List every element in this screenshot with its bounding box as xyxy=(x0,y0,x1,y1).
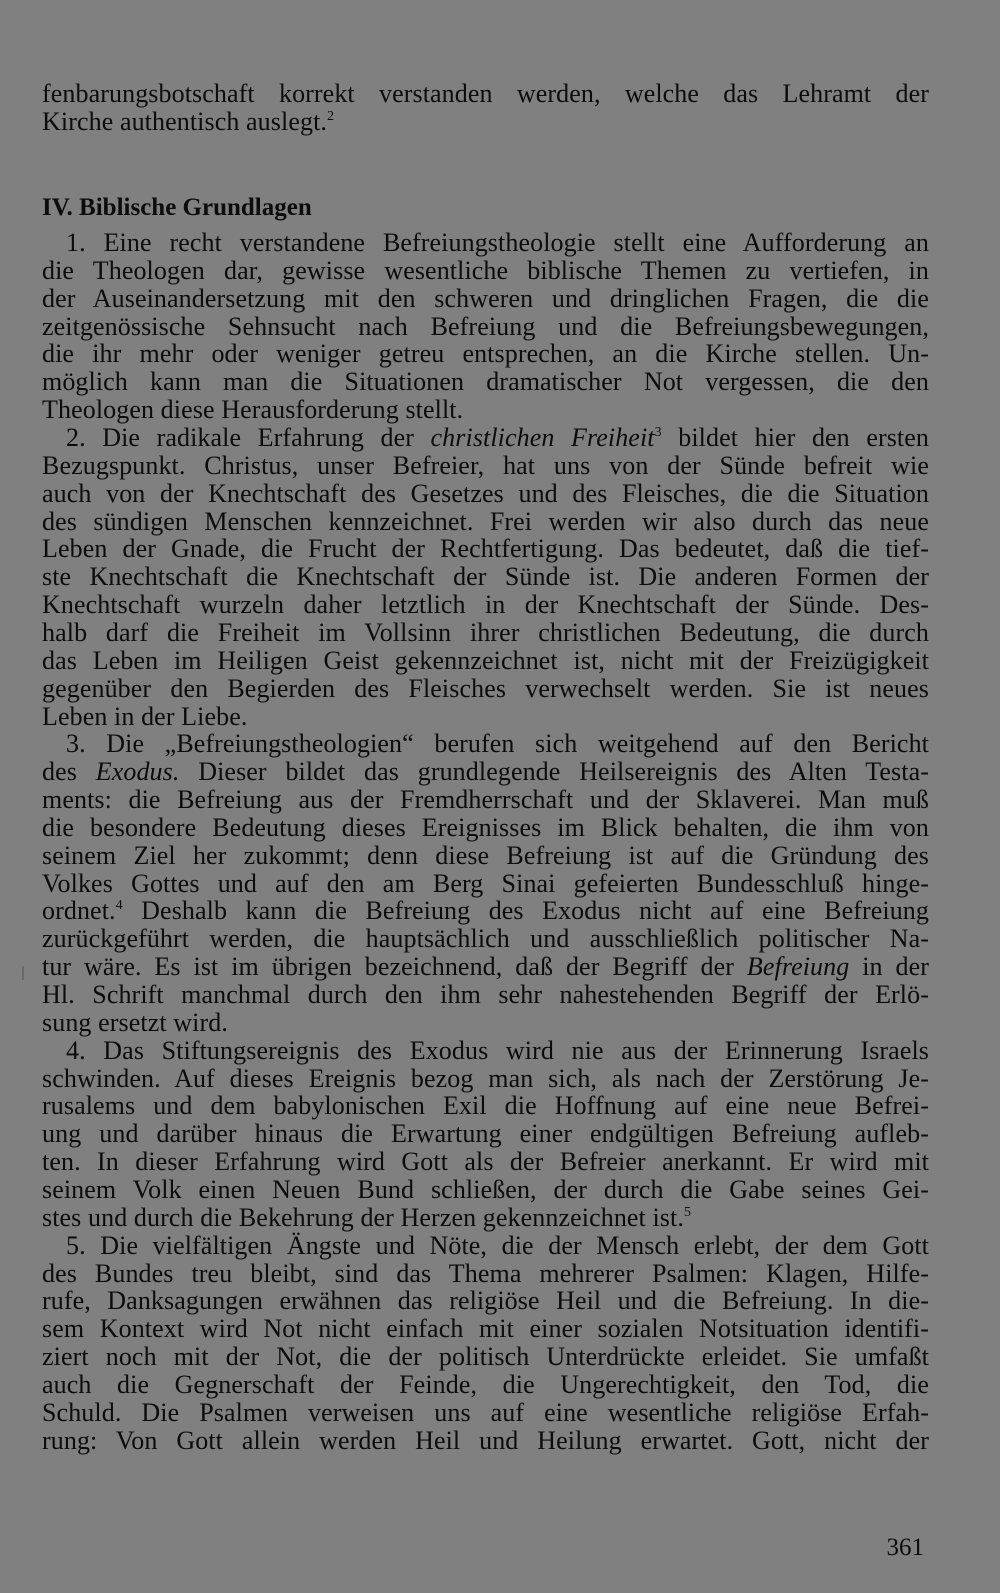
line-text: Dieser bildet das grundlegende Heilsereignis des Alten Testa- xyxy=(179,757,929,787)
line-text: 4. Das Stiftungsereignis des Exodus wird nie aus der Erinnerung Israels xyxy=(66,1035,929,1065)
text-line xyxy=(42,1037,929,1065)
line-text: des Bundes treu bleibt, sind das Thema mehrerer Psalmen: Klagen, Hilfe- xyxy=(42,1258,929,1288)
text-line xyxy=(42,508,929,536)
line-text: möglich kann man die Situationen dramatischer Not vergessen, die den xyxy=(42,367,929,397)
footnote-marker[interactable]: 4 xyxy=(115,898,123,914)
line-text: Bezugspunkt. Christus, unser Befreier, hat uns von der Sünde befreit wie xyxy=(42,450,929,480)
text-line xyxy=(42,1092,929,1120)
footnote-marker[interactable]: 5 xyxy=(683,1204,692,1220)
text-line xyxy=(42,953,929,981)
line-text: rusalems und dem babylonischen Exil die Hoffnung auf eine neue Befrei- xyxy=(42,1091,929,1121)
line-text: ste Knechtschaft die Knechtschaft der Sünde ist. Die anderen Formen der xyxy=(42,562,929,592)
text-line xyxy=(42,1120,929,1148)
line-text: seinem Ziel her zukommt; denn diese Befreiung ist auf die Gründung des xyxy=(42,840,929,870)
text-line xyxy=(42,1343,929,1371)
text-line xyxy=(42,703,929,731)
line-text: rufe, Danksagungen erwähnen das religiöse Heil und die Befreiung. In die- xyxy=(42,1286,929,1316)
text-line xyxy=(42,1204,929,1232)
text-line xyxy=(42,424,929,452)
page-number: 361 xyxy=(886,1534,924,1561)
emphasized-term: Exodus. xyxy=(95,757,180,787)
text-line xyxy=(42,563,929,591)
line-text: in der xyxy=(849,952,930,982)
text-line xyxy=(42,1287,929,1315)
line-text: fenbarungsbotschaft korrekt verstanden werden, welche das Lehramt der xyxy=(42,79,929,108)
text-line xyxy=(42,619,929,647)
scan-mark xyxy=(22,966,24,980)
text-line xyxy=(42,452,929,480)
text-line xyxy=(42,730,929,758)
line-text: 2. Die radikale Erfahrung der xyxy=(66,423,431,452)
line-text: 3. Die „Befreiungstheologien“ berufen sich weitgehend auf den Bericht xyxy=(66,729,929,759)
text-line xyxy=(42,1315,929,1343)
line-text: schwinden. Auf dieses Ereignis bezog man sich, als nach der Zerstörung Je- xyxy=(42,1063,929,1093)
line-text: die besondere Bedeutung dieses Ereignisses im Blick behalten, die ihm von xyxy=(42,812,929,842)
emphasized-term: christlichen Freiheit xyxy=(430,423,655,452)
text-line xyxy=(42,647,929,675)
text-line xyxy=(42,340,929,368)
text-line xyxy=(42,1260,929,1288)
text-line xyxy=(42,396,929,424)
line-text: Hl. Schrift manchmal durch den ihm sehr nahestehenden Begriff der Erlö- xyxy=(42,980,929,1009)
text-line xyxy=(42,480,929,508)
line-text: das Leben im Heiligen Geist gekennzeichnet ist, nicht mit der Freizügigkeit xyxy=(42,645,929,675)
footnote-marker[interactable]: 3 xyxy=(654,425,662,440)
text-line xyxy=(42,1427,929,1455)
line-text: Schuld. Die Psalmen verweisen uns auf eine wesentliche religiöse Erfah- xyxy=(42,1397,929,1427)
text-line xyxy=(42,535,929,563)
text-line xyxy=(42,786,929,814)
text-line xyxy=(42,108,929,136)
text-line xyxy=(42,368,929,396)
line-text: Leben in der Liebe. xyxy=(42,701,248,731)
text-line xyxy=(42,1399,929,1427)
text-line xyxy=(42,758,929,786)
line-text: ten. In dieser Erfahrung wird Gott als der Befreier anerkannt. Er wird mit xyxy=(42,1147,929,1177)
text-line xyxy=(42,285,929,313)
line-text: Theologen diese Herausforderung stellt. xyxy=(42,395,464,425)
line-text: bildet hier den ersten xyxy=(661,423,929,452)
text-line xyxy=(42,814,929,842)
line-text: gegenüber den Begierden des Fleisches verwechselt werden. Sie ist neues xyxy=(42,673,929,703)
line-text: halb darf die Freiheit im Vollsinn ihrer christlichen Bedeutung, die durch xyxy=(42,617,929,647)
text-line xyxy=(42,1176,929,1204)
section-heading: IV. Biblische Grundlagen xyxy=(42,194,312,221)
line-text: Knechtschaft wurzeln daher letztlich in der Knechtschaft der Sünde. Des- xyxy=(42,590,929,619)
line-text: rung: Von Gott allein werden Heil und Heilung erwartet. Gott, nicht der xyxy=(42,1425,929,1455)
line-text: 1. Eine recht verstandene Befreiungstheologie stellt eine Aufforderung an xyxy=(66,228,929,257)
line-text: Deshalb kann die Befreiung des Exodus nicht auf eine Befreiung xyxy=(122,896,929,926)
line-text: tur wäre. Es ist im übrigen bezeichnend, daß der Begriff der xyxy=(42,952,747,982)
line-text: seinem Volk einen Neuen Bund schließen, der durch die Gabe seines Gei- xyxy=(42,1174,929,1204)
text-line xyxy=(42,1065,929,1093)
text-line xyxy=(42,313,929,341)
line-text: sem Kontext wird Not nicht einfach mit einer sozialen Notsituation identifi- xyxy=(42,1314,929,1344)
text-line xyxy=(42,1148,929,1176)
line-text: zeitgenössische Sehnsucht nach Befreiung und die Befreiungsbewegungen, xyxy=(42,311,929,341)
text-line xyxy=(42,229,929,257)
text-line xyxy=(42,981,929,1009)
line-text: ments: die Befreiung aus der Fremdherrschaft und der Sklaverei. Man muß xyxy=(42,785,929,814)
emphasized-term: Befreiung xyxy=(746,952,850,982)
line-text: ordnet. xyxy=(42,896,116,926)
text-line xyxy=(42,675,929,703)
text-line xyxy=(42,1371,929,1399)
line-text: auch von der Knechtschaft des Gesetzes und des Fleisches, die die Situation xyxy=(42,478,929,508)
text-line xyxy=(42,80,929,108)
line-text: Leben der Gnade, die Frucht der Rechtfertigung. Das bedeutet, daß die tief- xyxy=(42,534,929,564)
line-text: sung ersetzt wird. xyxy=(42,1007,228,1037)
line-text: ziert noch mit der Not, die der politisch Unterdrückte erleidet. Sie umfaßt xyxy=(42,1342,929,1371)
line-text: die ihr mehr oder weniger getreu entsprechen, an die Kirche stellen. Un- xyxy=(42,339,929,369)
line-text: Kirche authentisch auslegt. xyxy=(42,106,327,136)
line-text: 5. Die vielfältigen Ängste und Nöte, die der Mensch erlebt, der dem Gott xyxy=(66,1230,929,1260)
text-line xyxy=(42,897,929,925)
text-line xyxy=(42,591,929,619)
text-line xyxy=(42,1009,929,1037)
line-text: die Theologen dar, gewisse wesentliche biblische Themen zu vertiefen, in xyxy=(42,255,929,285)
line-text: stes und durch die Bekehrung der Herzen gekennzeichnet ist. xyxy=(42,1202,684,1232)
line-text: des sündigen Menschen kennzeichnet. Frei werden wir also durch das neue xyxy=(42,506,929,536)
text-line xyxy=(42,870,929,898)
line-text: ung und darüber hinaus die Erwartung einer endgültigen Befreiung aufleb- xyxy=(42,1119,929,1149)
footnote-marker[interactable]: 2 xyxy=(327,108,335,124)
line-text: des xyxy=(42,757,96,787)
line-text: Volkes Gottes und auf den am Berg Sinai gefeierten Bundesschluß hinge- xyxy=(42,868,929,898)
text-line xyxy=(42,257,929,285)
line-text: der Auseinandersetzung mit den schweren und dringlichen Fragen, die die xyxy=(42,283,929,313)
text-line xyxy=(42,925,929,953)
text-line xyxy=(42,1232,929,1260)
line-text: auch die Gegnerschaft der Feinde, die Ungerechtigkeit, den Tod, die xyxy=(42,1369,929,1399)
text-line xyxy=(42,842,929,870)
line-text: zurückgeführt werden, die hauptsächlich und ausschließlich politischer Na- xyxy=(42,924,929,954)
